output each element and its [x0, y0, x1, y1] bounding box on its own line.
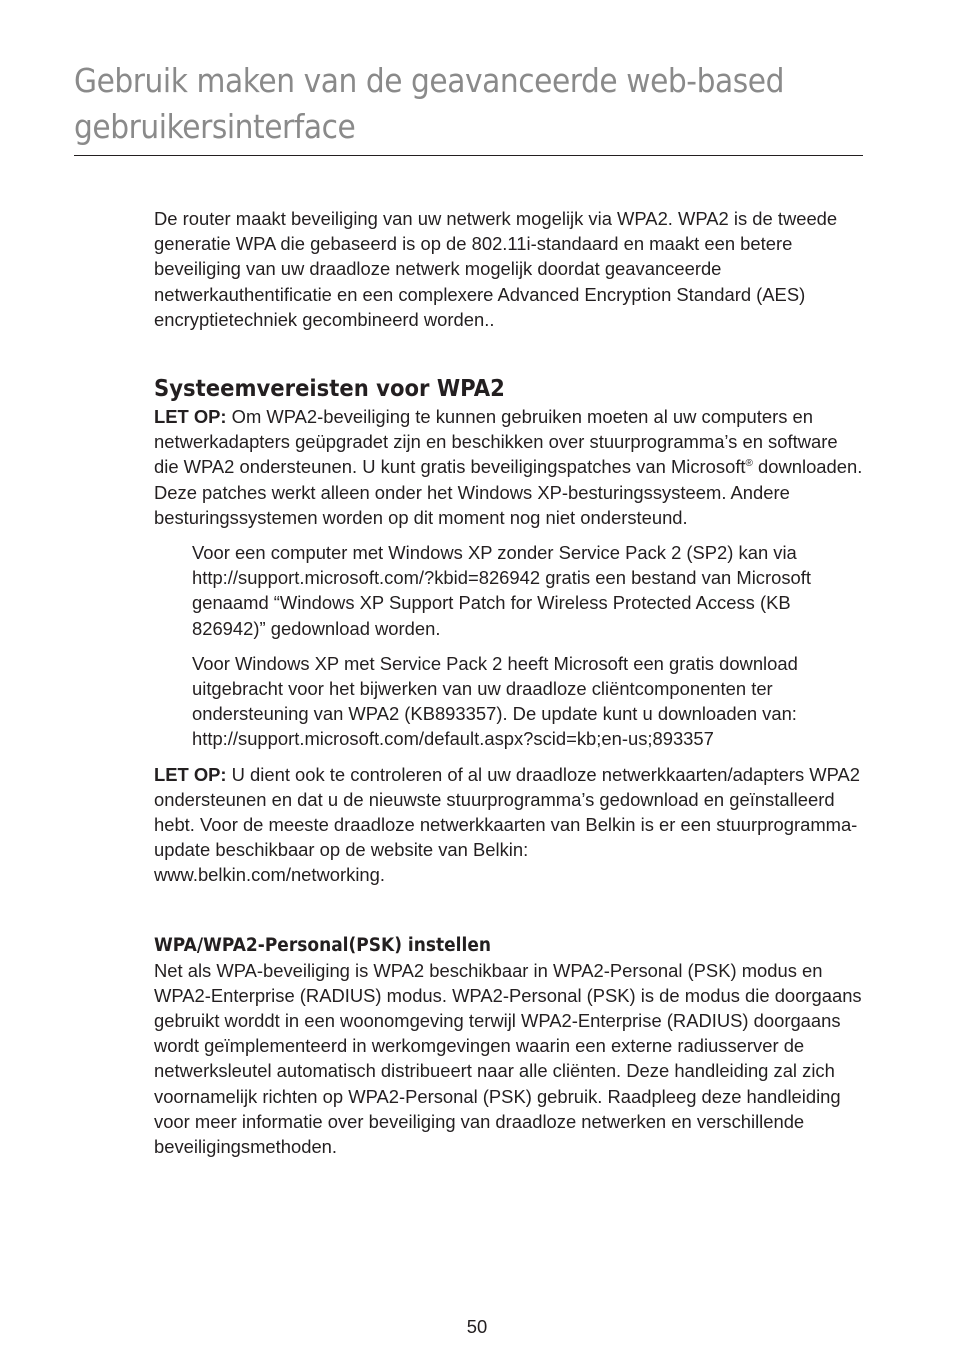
page-content: [154, 206, 866, 1159]
microsoft-update-link[interactable]: http://support.microsoft.com/default.aspx?scid=kb;en-us;893357: [192, 728, 714, 750]
indented-paragraph-sp2-update: [192, 651, 866, 752]
note-text: U dient ook te controleren of al uw draadloze netwerkkaarten/adapters WPA2 ondersteunen en dat u de nieuwste stuurprogramma’s gedownload en geïnstalleerd hebt. Voor de meeste draadloze netwerkkaarten van Belkin is er een stuurprogramma-update beschikbaar op de website van Belkin:: [154, 763, 861, 861]
title-divider: [74, 155, 863, 156]
note-text: Om WPA2-beveiliging te kunnen gebruiken moeten al uw computers en netwerkadapters geüpgradet zijn en beschikken over stuurprogramma’s en software die WPA2 ondersteunen. U kunt gratis beveiligingspatches van Microsoft: [154, 406, 838, 478]
note-text: downloaden. Deze patches werkt alleen onder het Windows XP-besturingssysteem. Andere besturingssystemen worden op dit moment nog niet ondersteund.: [154, 456, 863, 528]
intro-paragraph: De router maakt beveiliging van uw netwerk mogelijk via WPA2. WPA2 is de tweede generatie WPA die gebaseerd is op de 802.11i-standaard en maakt een betere beveiliging van uw draadloze netwerk mogelijk doordat geavanceerde netwerkauthentificatie en een complexere Advanced Encryption Standard (AES) encryptietechniek gecombineerd worden..: [154, 208, 838, 330]
section-heading-wpa2-personal: WPA/WPA2-Personal(PSK) instellen: [154, 934, 492, 956]
note-paragraph-2: [154, 762, 866, 888]
note-label: LET OP:: [154, 406, 227, 428]
indented-paragraph-sp2: Voor een computer met Windows XP zonder Service Pack 2 (SP2) kan via http://support.microsoft.com/?kbid=826942 gratis een bestand van Microsoft genaamd “Windows XP Support Patch for Wireless Protected Access (KB 826942)” gedownload worden.: [192, 542, 811, 639]
wpa2-personal-paragraph: Net als WPA-beveiliging is WPA2 beschikbaar in WPA2-Personal (PSK) modus en WPA2-Enterprise (RADIUS) modus. WPA2-Personal (PSK) is de modus die doorgaans gebruikt worddt in een woonomgeving terwijl WPA2-Enterprise (RADIUS) doorgaans wordt geïmplementeerd in werkomgevingen waarin een externe radiusserver de netwerksleutel automatisch distribueert naar alle cliënten. Deze handleiding zal zich voornamelijk richten op WPA2-Personal (PSK) gebruik. Raadpleeg deze handleiding voor meer informatie over beveiliging van draadloze netwerken en verschillende beveiligingsmethoden.: [154, 959, 862, 1158]
section-heading-system-requirements: Systeemvereisten voor WPA2: [154, 376, 505, 403]
note-label: LET OP:: [154, 763, 227, 785]
page-number: 50: [466, 1316, 488, 1337]
belkin-networking-link[interactable]: www.belkin.com/networking.: [154, 864, 385, 886]
page-title: Gebruik maken van de geavanceerde web-based gebruikersinterface: [74, 61, 784, 146]
indented-text: Voor Windows XP met Service Pack 2 heeft Microsoft een gratis download uitgebracht voor het bijwerken van uw draadloze cliëntcomponenten ter ondersteuning van WPA2 (KB893357). De update kunt u downloaden van:: [192, 652, 798, 725]
registered-mark: ®: [745, 458, 753, 470]
note-paragraph-1: [154, 404, 866, 530]
